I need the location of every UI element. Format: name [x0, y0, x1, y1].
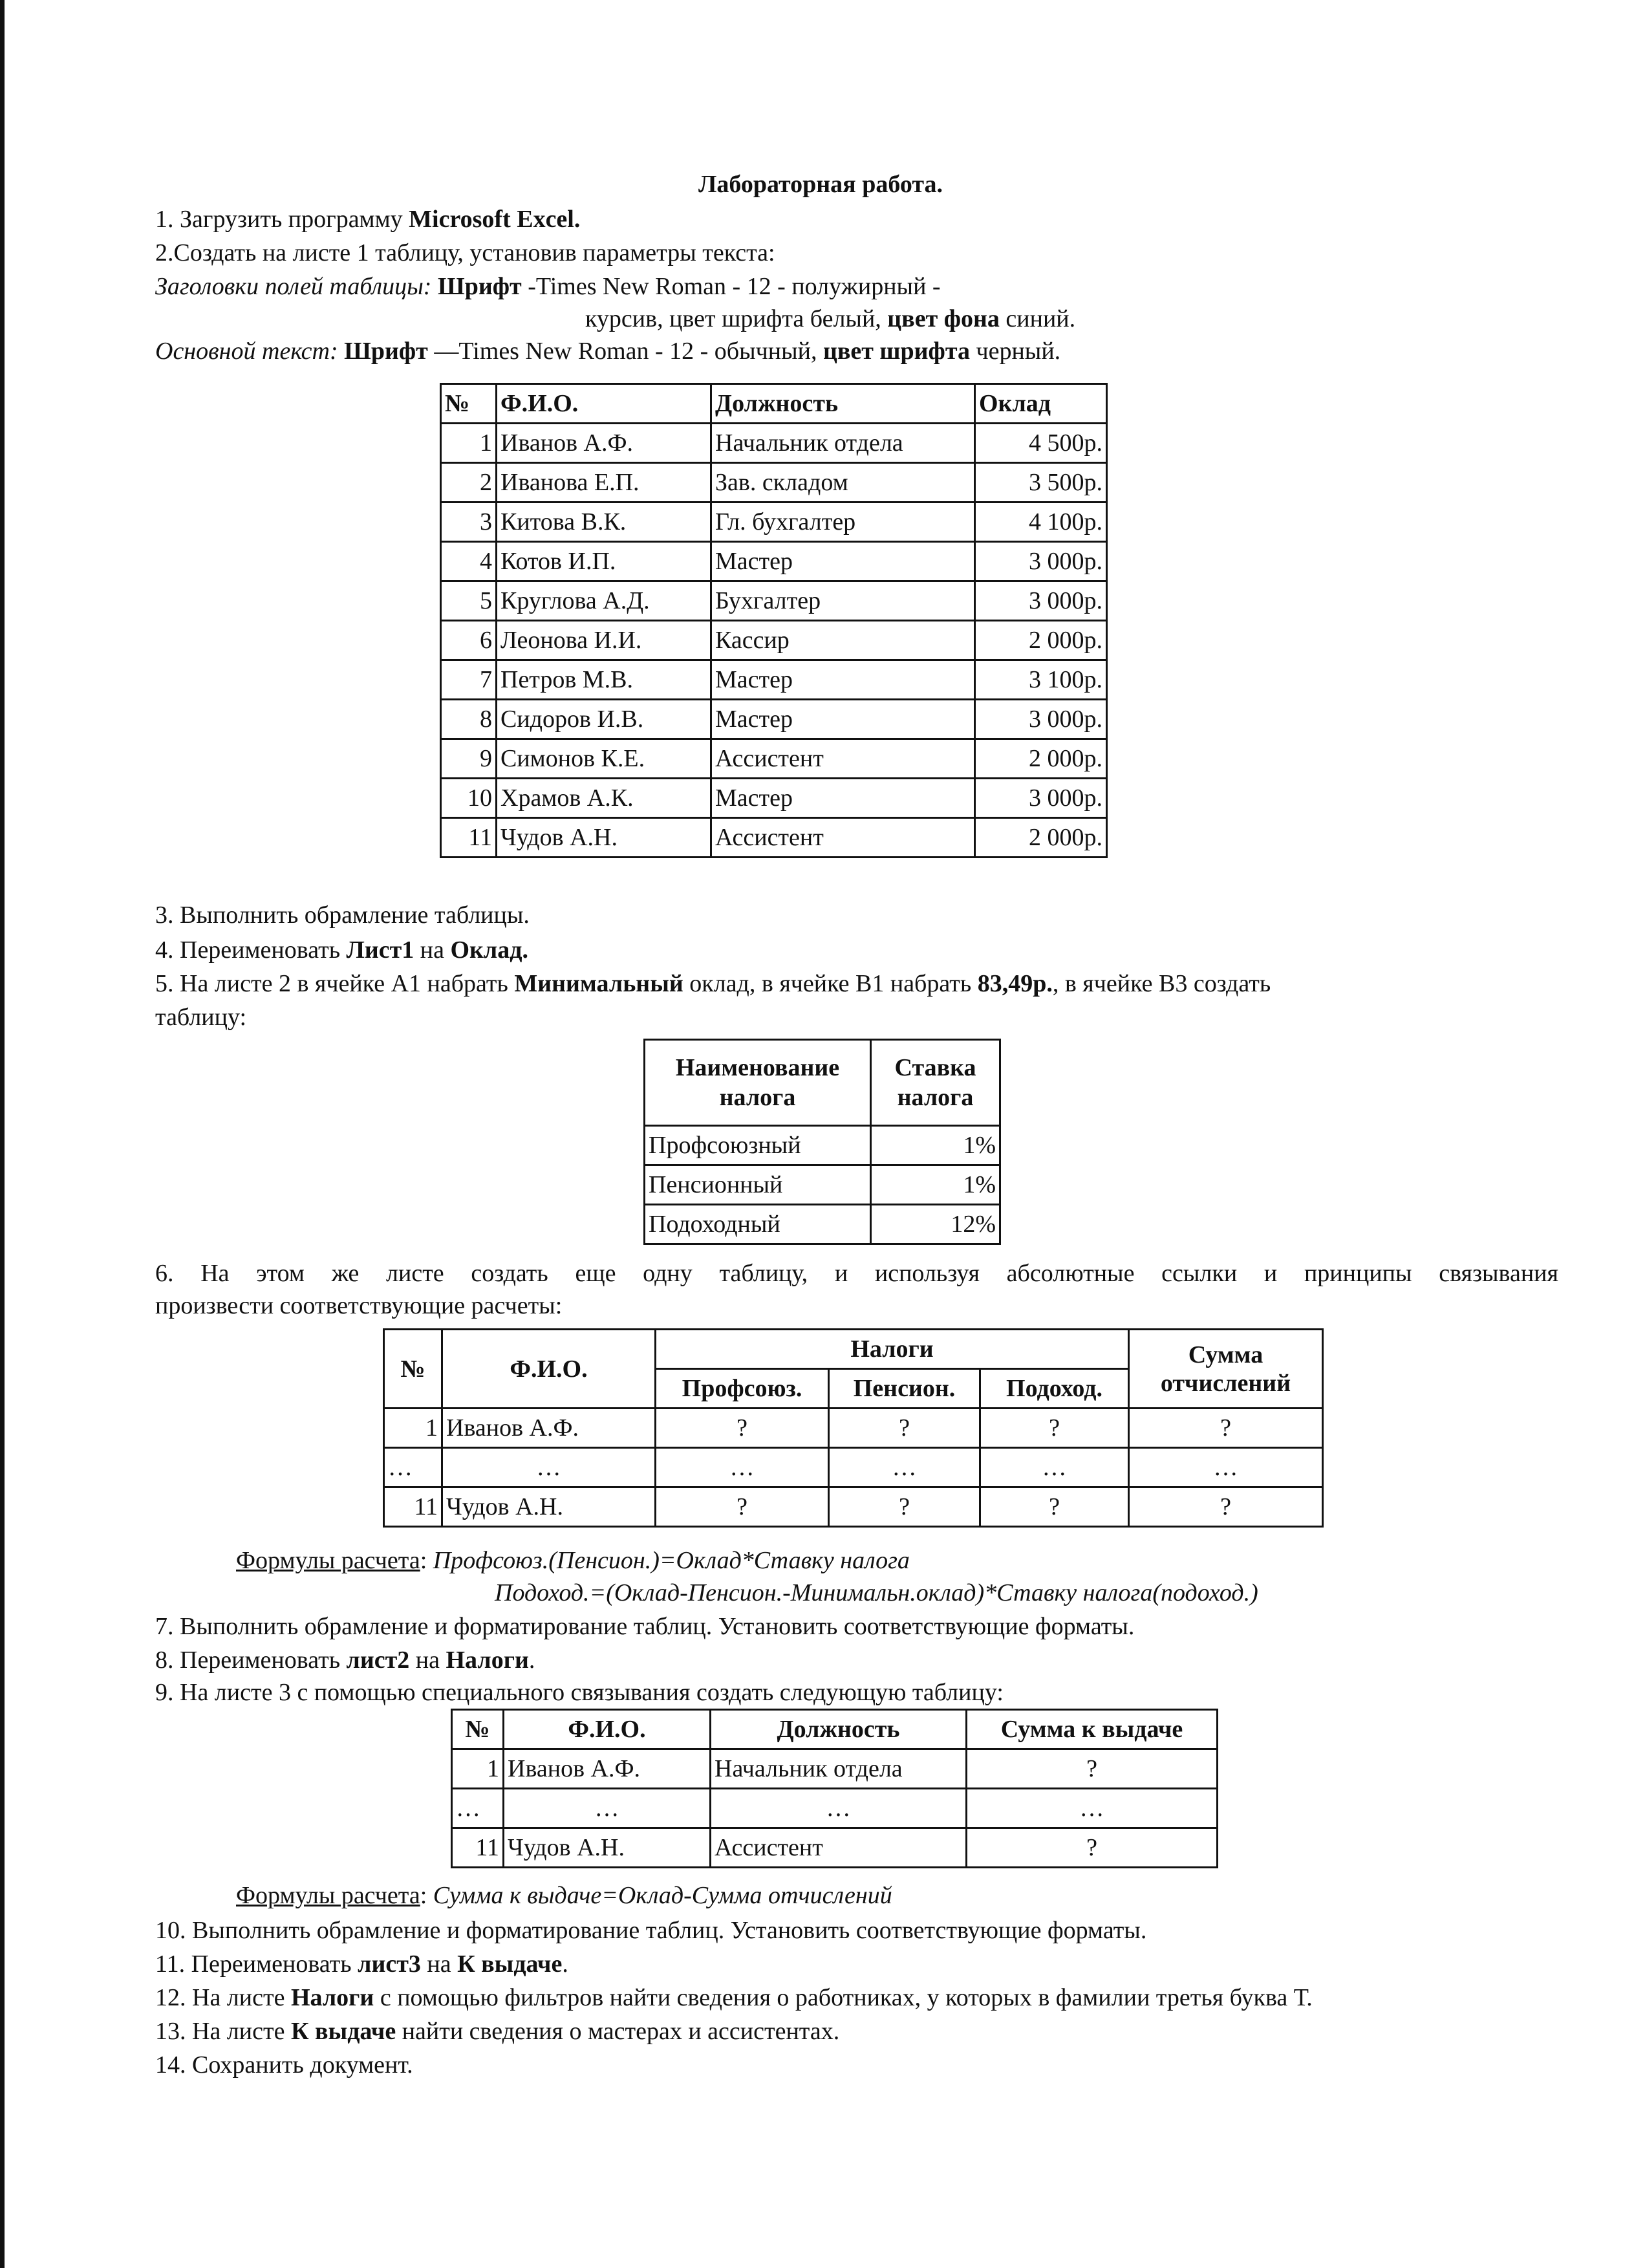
header-fio: Ф.И.О. — [504, 1710, 711, 1749]
formulas-block-1: Формулы расчета: Профсоюз.(Пенсион.)=Оклад*Ставку налога — [236, 1547, 910, 1574]
table-row: 1 Иванов А.Ф. ? ? ? ? — [384, 1409, 1323, 1448]
step-9: 9. На листе 3 с помощью специального связывания создать следующую таблицу: — [155, 1679, 1004, 1706]
formulas-block-2: Формулы расчета: Сумма к выдаче=Оклад-Сумма отчислений — [236, 1882, 892, 1909]
header-num: № — [441, 384, 497, 424]
step-6-cont: произвести соответствующие расчеты: — [155, 1292, 563, 1319]
step-11: 11. Переименовать лист3 на К выдаче. — [155, 1950, 568, 1978]
header-position: Должность — [711, 384, 975, 424]
step-13: 13. На листе К выдаче найти сведения о мастерах и ассистентах. — [155, 2018, 840, 2045]
table-row: 4 Котов И.П. Мастер 3 000р. — [441, 542, 1107, 581]
table-row: … … … … — [452, 1789, 1218, 1828]
taxes-calc-table — [383, 1328, 1324, 1528]
app-name: Microsoft Excel. — [409, 206, 581, 233]
step-6: 6. На этом же листе создать еще одну таблицу, и используя абсолютные ссылки и принципы связывания — [155, 1260, 1558, 1287]
table-row: 7 Петров М.В. Мастер 3 100р. — [441, 660, 1107, 700]
formulas-label: Формулы расчета — [236, 1547, 420, 1574]
header-payout: Сумма к выдаче — [967, 1710, 1218, 1749]
payout-table — [451, 1709, 1218, 1868]
table-row: Профсоюзный 1% — [645, 1126, 1000, 1165]
header-union: Профсоюз. — [656, 1369, 829, 1409]
step-14: 14. Сохранить документ. — [155, 2051, 413, 2079]
header-color-spec: курсив, цвет шрифта белый, цвет фона синий. — [585, 305, 1076, 332]
header-position: Должность — [711, 1710, 967, 1749]
header-taxes-group: Налоги — [656, 1330, 1129, 1369]
step-2: 2.Создать на листе 1 таблицу, установив параметры текста: — [155, 239, 775, 266]
header-tax-rate: Ставка налога — [871, 1040, 1000, 1126]
table-row: 1 Иванов А.Ф. Начальник отдела ? — [452, 1749, 1218, 1789]
table-row: 6 Леонова И.И. Кассир 2 000р. — [441, 621, 1107, 660]
table-row: 1 Иванов А.Ф. Начальник отдела 4 500р. — [441, 424, 1107, 463]
header-pension: Пенсион. — [829, 1369, 980, 1409]
table-row: Пенсионный 1% — [645, 1165, 1000, 1205]
table-row: 5 Круглова А.Д. Бухгалтер 3 000р. — [441, 581, 1107, 621]
header-salary: Оклад — [975, 384, 1107, 424]
table-row: 10 Храмов А.К. Мастер 3 000р. — [441, 779, 1107, 818]
body-font-spec: Основной текст: Шрифт —Times New Roman - 12 - обычный, цвет шрифта черный. — [155, 338, 1061, 365]
table-row: Подоходный 12% — [645, 1205, 1000, 1244]
step-5-cont: таблицу: — [155, 1004, 247, 1031]
step-3: 3. Выполнить обрамление таблицы. — [155, 902, 530, 929]
header-font-spec: Заголовки полей таблицы: Шрифт -Times New Roman - 12 - полужирный - — [155, 273, 941, 300]
step-10: 10. Выполнить обрамление и форматирование таблиц. Установить соответствующие форматы. — [155, 1917, 1147, 1944]
step-4: 4. Переименовать Лист1 на Оклад. — [155, 936, 528, 964]
step-7: 7. Выполнить обрамление и форматирование таблиц. Установить соответствующие форматы. — [155, 1613, 1135, 1640]
table-header-row — [645, 1040, 1000, 1126]
table-header-row — [384, 1330, 1323, 1369]
table-row: … … … … … … — [384, 1448, 1323, 1487]
header-tax-name: Наименование налога — [645, 1040, 871, 1126]
formulas-label: Формулы расчета — [236, 1882, 420, 1909]
table-row: 9 Симонов К.Е. Ассистент 2 000р. — [441, 739, 1107, 779]
header-num: № — [452, 1710, 504, 1749]
step-5: 5. На листе 2 в ячейке А1 набрать Минимальный оклад, в ячейке В1 набрать 83,49р., в ячейке В3 создать — [155, 970, 1271, 997]
table-row: 3 Китова В.К. Гл. бухгалтер 4 100р. — [441, 502, 1107, 542]
table-header-row — [452, 1710, 1218, 1749]
table-row: 8 Сидоров И.В. Мастер 3 000р. — [441, 700, 1107, 739]
formula-union-pension: Профсоюз.(Пенсион.)=Оклад*Ставку налога — [433, 1547, 910, 1574]
salary-table — [440, 383, 1108, 858]
step-8: 8. Переименовать лист2 на Налоги. — [155, 1647, 535, 1674]
page-title: Лабораторная работа. — [698, 171, 943, 198]
header-num: № — [384, 1330, 442, 1409]
header-total-deductions: Сумма отчислений — [1129, 1330, 1323, 1409]
header-income: Подоход. — [980, 1369, 1129, 1409]
table-header-row — [441, 384, 1107, 424]
table-row: 11 Чудов А.Н. Ассистент ? — [452, 1828, 1218, 1868]
tax-rates-table — [643, 1039, 1001, 1245]
table-row: 11 Чудов А.Н. Ассистент 2 000р. — [441, 818, 1107, 858]
step-12: 12. На листе Налоги с помощью фильтров найти сведения о работниках, у которых в фамилии третья буква Т. — [155, 1984, 1313, 2011]
header-fio: Ф.И.О. — [497, 384, 711, 424]
table-row: 11 Чудов А.Н. ? ? ? ? — [384, 1487, 1323, 1527]
formula-payout: Сумма к выдаче=Оклад-Сумма отчислений — [433, 1882, 892, 1909]
header-fio: Ф.И.О. — [442, 1330, 656, 1409]
step-1: 1. Загрузить программу Microsoft Excel. — [155, 206, 581, 233]
formula-income: Подоход.=(Оклад-Пенсион.-Минимальн.оклад)*Ставку налога(подоход.) — [495, 1579, 1258, 1606]
table-row: 2 Иванова Е.П. Зав. складом 3 500р. — [441, 463, 1107, 502]
